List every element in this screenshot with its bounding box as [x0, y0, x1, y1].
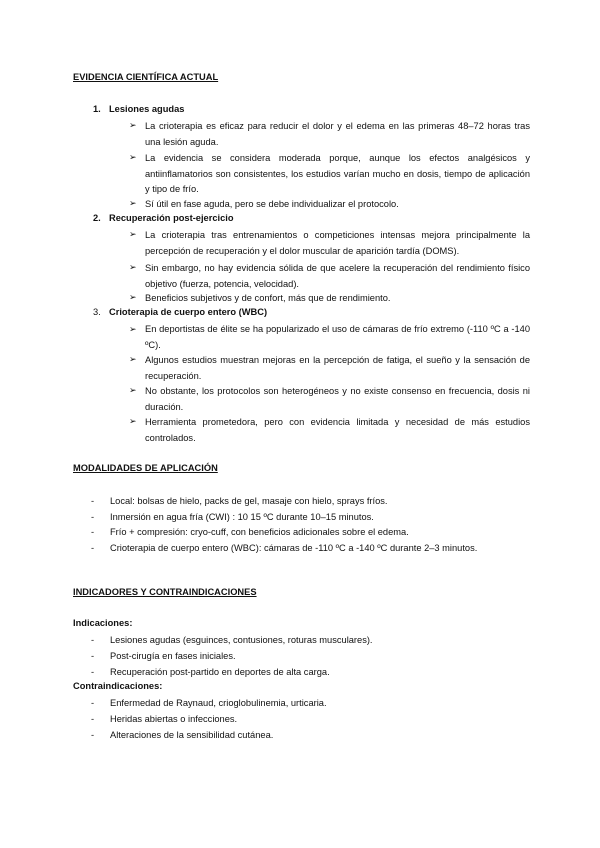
arrow-bullet-icon: ➢ [129, 385, 137, 395]
list-item: Lesiones agudas (esguinces, contusiones, roturas musculares). [110, 635, 373, 645]
item-label: Crioterapia de cuerpo entero (WBC) [109, 307, 268, 317]
arrow-bullet-icon: ➢ [129, 416, 137, 426]
item-label: Lesiones agudas [109, 104, 185, 114]
bullet-text: En deportistas de élite se ha popularizado el uso de cámaras de frío extremo (-110 ºC a -140 ºC). [145, 324, 530, 350]
arrow-bullet-icon: ➢ [129, 292, 137, 302]
bullet-text: Sí útil en fase aguda, pero se debe individualizar el protocolo. [145, 199, 399, 209]
list-item-number [93, 307, 267, 317]
dash-bullet-icon: - [91, 714, 95, 724]
list-item: Post-cirugía en fases iniciales. [110, 651, 236, 661]
list-item: Crioterapia de cuerpo entero (WBC): cámaras de -110 ºC a -140 ºC durante 2–3 minutos. [110, 543, 478, 553]
item-number: 3. [93, 307, 101, 317]
list-item: Heridas abiertas o infecciones. [110, 714, 238, 724]
bullet-text: La crioterapia es eficaz para reducir el dolor y el edema en las primeras 48–72 horas tras una lesión aguda. [145, 121, 530, 147]
bullet-text: No obstante, los protocolos son heterogéneos y no existe consenso en frecuencia, dosis ni duración. [145, 386, 530, 412]
item-label: Recuperación post-ejercicio [109, 213, 234, 223]
bullet-text: La evidencia se considera moderada porque, aunque los efectos analgésicos y antiinflamatorios son consistentes, los estudios varían mucho en dosis, tiempo de aplicación y tipo de frío. [145, 153, 530, 195]
contraindications-label: Contraindicaciones: [73, 681, 163, 691]
section-heading-modalities: MODALIDADES DE APLICACIÓN [73, 463, 218, 473]
arrow-bullet-icon: ➢ [129, 354, 137, 364]
list-item: Alteraciones de la sensibilidad cutánea. [110, 730, 274, 740]
dash-bullet-icon: - [91, 730, 95, 740]
list-item: Frío + compresión: cryo-cuff, con beneficios adicionales sobre el edema. [110, 527, 409, 537]
item-number: 2. [93, 213, 101, 223]
list-item: Enfermedad de Raynaud, crioglobulinemia, urticaria. [110, 698, 327, 708]
arrow-bullet-icon: ➢ [129, 324, 137, 334]
dash-bullet-icon: - [91, 512, 95, 522]
arrow-bullet-icon: ➢ [129, 262, 137, 272]
list-item-number [93, 213, 234, 223]
arrow-bullet-icon: ➢ [129, 229, 137, 239]
dash-bullet-icon: - [91, 651, 95, 661]
item-number: 1. [93, 104, 101, 114]
list-item: Inmersión en agua fría (CWI) : 10 15 ºC durante 10–15 minutos. [110, 512, 374, 522]
bullet-text: La crioterapia tras entrenamientos o competiciones intensas mejora principalmente la percepción de recuperación y el dolor muscular de aparición tardía (DOMS). [145, 230, 530, 256]
list-item-number [93, 104, 184, 114]
section-heading-indicators: INDICADORES Y CONTRAINDICACIONES [73, 587, 257, 597]
arrow-bullet-icon: ➢ [129, 120, 137, 130]
arrow-bullet-icon: ➢ [129, 152, 137, 162]
dash-bullet-icon: - [91, 667, 95, 677]
arrow-bullet-icon: ➢ [129, 198, 137, 208]
list-item: Local: bolsas de hielo, packs de gel, masaje con hielo, sprays fríos. [110, 496, 388, 506]
dash-bullet-icon: - [91, 543, 95, 553]
bullet-text: Sin embargo, no hay evidencia sólida de que acelere la recuperación del rendimiento físico objetivo (fuerza, potencia, velocidad). [145, 263, 530, 289]
bullet-text: Algunos estudios muestran mejoras en la percepción de fatiga, el sueño y la sensación de recuperación. [145, 355, 530, 381]
dash-bullet-icon: - [91, 698, 95, 708]
dash-bullet-icon: - [91, 496, 95, 506]
bullet-text: Beneficios subjetivos y de confort, más que de rendimiento. [145, 293, 391, 303]
section-heading-evidence: EVIDENCIA CIENTÍFICA ACTUAL [73, 72, 219, 82]
bullet-text: Herramienta prometedora, pero con evidencia limitada y necesidad de más estudios controlados. [145, 417, 530, 443]
indications-label: Indicaciones: [73, 618, 133, 628]
dash-bullet-icon: - [91, 527, 95, 537]
list-item: Recuperación post-partido en deportes de alta carga. [110, 667, 330, 677]
dash-bullet-icon: - [91, 635, 95, 645]
